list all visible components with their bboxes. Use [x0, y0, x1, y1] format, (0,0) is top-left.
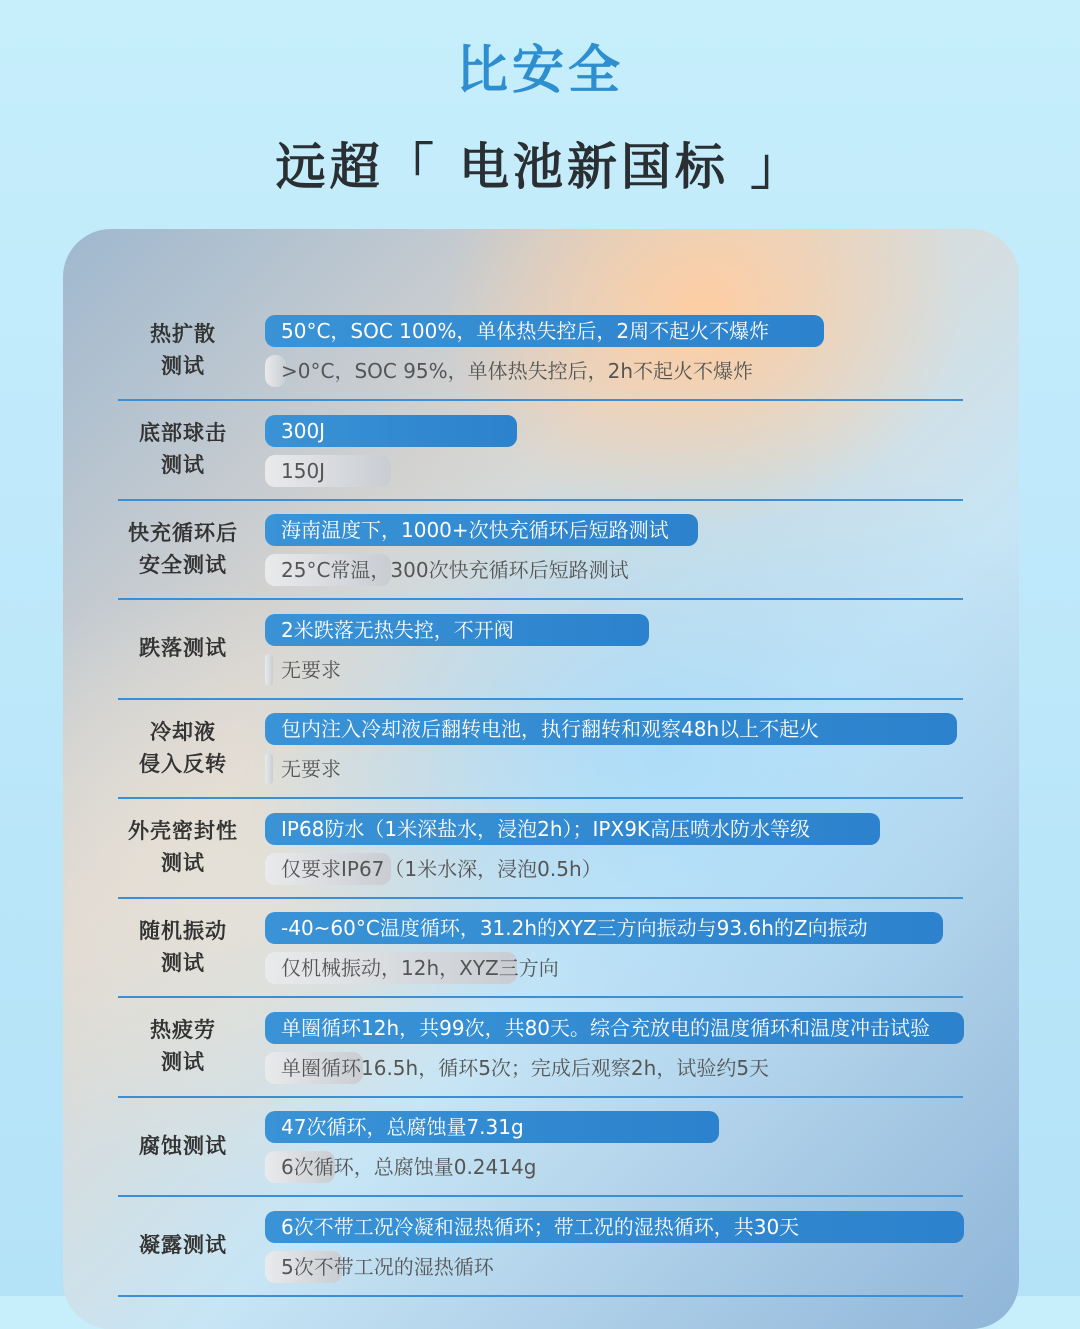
row-label: 腐蚀测试 [139, 1133, 227, 1158]
old-standard-text: 仅要求IP67（1米水深，浸泡0.5h） [281, 856, 602, 881]
old-standard-text: 5次不带工况的湿热循环 [281, 1254, 494, 1279]
comparison-row [118, 997, 963, 1098]
new-standard-bar: 海南温度下，1000+次快充循环后短路测试 [265, 514, 698, 546]
comparison-row [118, 599, 963, 700]
row-label: 热扩散 测试 [150, 321, 216, 378]
row-label: 热疲劳 测试 [150, 1018, 216, 1074]
row-label: 跌落测试 [139, 636, 227, 660]
new-standard-bar: 47次循环，总腐蚀量7.31g [265, 1111, 719, 1143]
comparison-row [118, 1096, 963, 1197]
old-standard-text: 25°C常温，300次快充循环后短路测试 [281, 558, 629, 582]
old-standard-text: 6次循环，总腐蚀量0.2414g [281, 1155, 537, 1179]
old-standard-text: 仅机械振动，12h，XYZ三方向 [281, 956, 559, 980]
comparison-row [118, 499, 963, 600]
old-standard-text: 无要求 [281, 657, 341, 682]
new-standard-bar: 包内注入冷却液后翻转电池，执行翻转和观察48h以上不起火 [265, 713, 957, 745]
comparison-row [118, 300, 963, 401]
page-title: 比安全 [455, 41, 624, 101]
comparison-row [118, 897, 963, 998]
new-standard-bar: -40~60°C温度循环，31.2h的XYZ三方向振动与93.6h的Z向振动 [265, 912, 943, 944]
row-label: 冷却液 侵入反转 [139, 719, 227, 776]
new-standard-bar: 单圈循环12h，共99次，共80天。综合充放电的温度循环和温度冲击试验 [265, 1012, 964, 1044]
comparison-row [118, 1196, 963, 1297]
new-standard-bar: 6次不带工况冷凝和湿热循环；带工况的湿热循环，共30天 [265, 1211, 964, 1243]
new-standard-bar: IP68防水（1米深盐水，浸泡2h）；IPX9K高压喷水防水等级 [265, 813, 880, 845]
row-label: 底部球击 测试 [139, 421, 227, 477]
row-label: 随机振动 测试 [139, 918, 227, 975]
old-standard-bar [265, 654, 273, 686]
page-subtitle: 远超「 电池新国标 」 [275, 138, 805, 196]
old-standard-text: 150J [281, 458, 326, 483]
comparison-row [118, 400, 963, 501]
new-standard-bar: 50°C，SOC 100%，单体热失控后，2周不起火不爆炸 [265, 315, 824, 347]
comparison-row [118, 798, 963, 899]
old-standard-bar [265, 753, 273, 785]
row-label: 快充循环后 安全测试 [128, 520, 238, 577]
old-standard-text: 无要求 [281, 757, 341, 781]
old-standard-text: >0°C，SOC 95%，单体热失控后，2h不起火不爆炸 [281, 359, 754, 383]
comparison-row [118, 698, 963, 799]
new-standard-bar: 300J [265, 415, 517, 447]
old-standard-text: 单圈循环16.5h，循环5次；完成后观察2h，试验约5天 [281, 1055, 770, 1080]
new-standard-bar: 2米跌落无热失控，不开阀 [265, 614, 649, 646]
comparison-card [63, 229, 1019, 1329]
row-label: 凝露测试 [139, 1233, 227, 1257]
row-label: 外壳密封性 测试 [128, 819, 238, 875]
